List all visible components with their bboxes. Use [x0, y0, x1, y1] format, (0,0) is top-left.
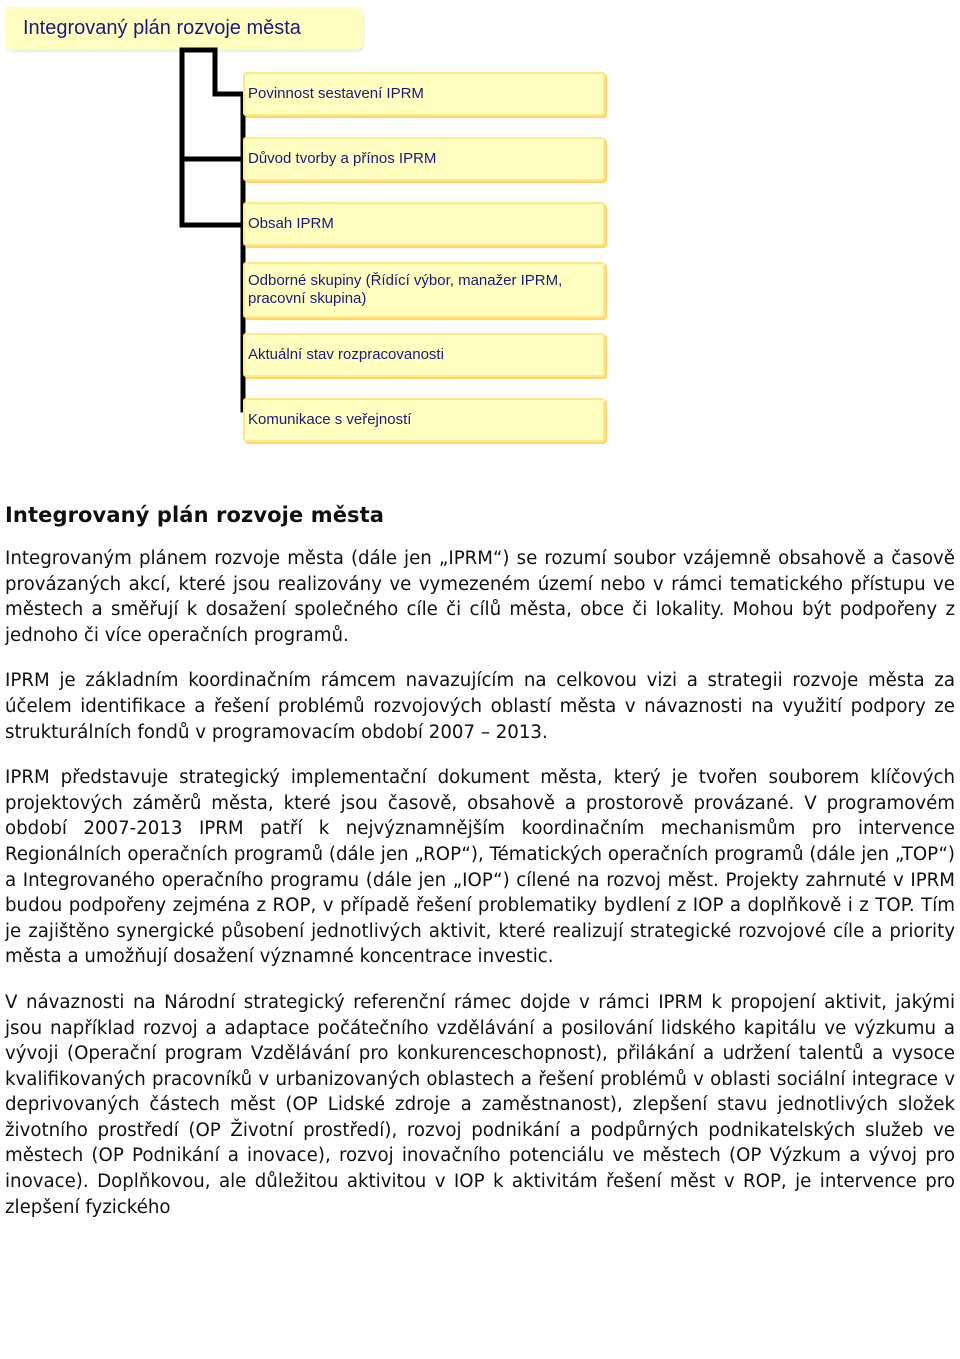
diagram-node-label: Důvod tvorby a přínos IPRM — [248, 150, 437, 167]
diagram-node-label: Aktuální stav rozpracovanosti — [248, 346, 444, 363]
connector-1 — [215, 50, 243, 94]
diagram-node-label: Obsah IPRM — [248, 215, 334, 232]
diagram-node-3 — [243, 202, 605, 246]
diagram-node-label: Povinnost sestavení IPRM — [248, 85, 424, 102]
diagram-node-label: Odborné skupiny (Řídící výbor, manažer IPRM, pracovní skupina) — [248, 272, 563, 307]
paragraph-strategy: IPRM představuje strategický implementační dokument města, který je tvořen souborem klíčových projektových záměrů města, které jsou časově, obsahově a prostorově provázané. V programovém období 2007-2013 IPRM patří k nejvýznamnějším koordinačním mechanismům pro intervence Regionálních operačních programů (dále jen „ROP“), Tématických operačních programů (dále jen „TOP“) a Integrovaného operačního programu (dále jen „IOP“) cílené na rozvoj měst. Projekty zahrnuté v IPRM budou podpořeny zejména z ROP, v případě řešení problematiky bydlení z IOP a doplňkově i z TOP. Tím je zajištěno synergické působení jednotlivých aktivit, které realizují strategické rozvojové cíle a priority města a umožňují dosažení významné koncentrace investic. — [5, 767, 955, 968]
diagram-node-6 — [243, 398, 605, 442]
diagram-root-label: Integrovaný plán rozvoje města — [23, 17, 301, 39]
paragraph-framework: IPRM je základním koordinačním rámcem navazujícím na celkovou vizi a strategii rozvoje města za účelem identifikace a řešení problémů rozvojových oblastí města v návaznosti na využití podpory ze strukturálních fondů v programovacím období 2007 – 2013. — [5, 670, 955, 743]
paragraph-definition: Integrovaným plánem rozvoje města (dále jen „IPRM“) se rozumí soubor vzájemně obsahově a časově provázaných akcí, které jsou realizovány ve vymezeném území nebo v rámci tematického přístupu ve městech a směřují k dosažení společného cíle či cílů města, obce či lokality. Mohou být podpořeny z jednoho či více operačních programů. — [5, 548, 955, 646]
diagram-node-1 — [243, 72, 605, 116]
diagram-node-4 — [243, 262, 605, 318]
diagram-node-2 — [243, 137, 605, 181]
document-body — [5, 500, 955, 1240]
diagram-node-5 — [243, 333, 605, 377]
document-heading: Integrovaný plán rozvoje města — [5, 503, 385, 527]
paragraph-nsrr: V návaznosti na Národní strategický referenční rámec dojde v rámci IPRM k propojení aktivit, jakými jsou například rozvoj a adaptace počátečního vzdělávání a posilování lidského kapitálu ve výzkumu a vývoji (Operační program Vzdělávání pro konkurenceschopnost), přilákání a udržení talentů a vysoce kvalifikovaných pracovníků v urbanizovaných oblastech a řešení problémů v oblasti sociální integrace v deprivovaných částech měst (OP Lidské zdroje a zaměstnanost), zlepšení stavu jednotlivých složek životního prostředí (OP Životní prostředí), rozvoj podnikání a podpůrných podnikatelských služeb ve městech (OP Podnikání a inovace), rozvoj inovačního potenciálu ve městech (OP Výzkum a vývoj pro inovace). Doplňkovou, ale důležitou aktivitou v IOP k aktivitám řešení měst v ROP, je intervence pro zlepšení fyzického — [5, 991, 955, 1218]
diagram-node-label: Komunikace s veřejností — [248, 411, 412, 428]
